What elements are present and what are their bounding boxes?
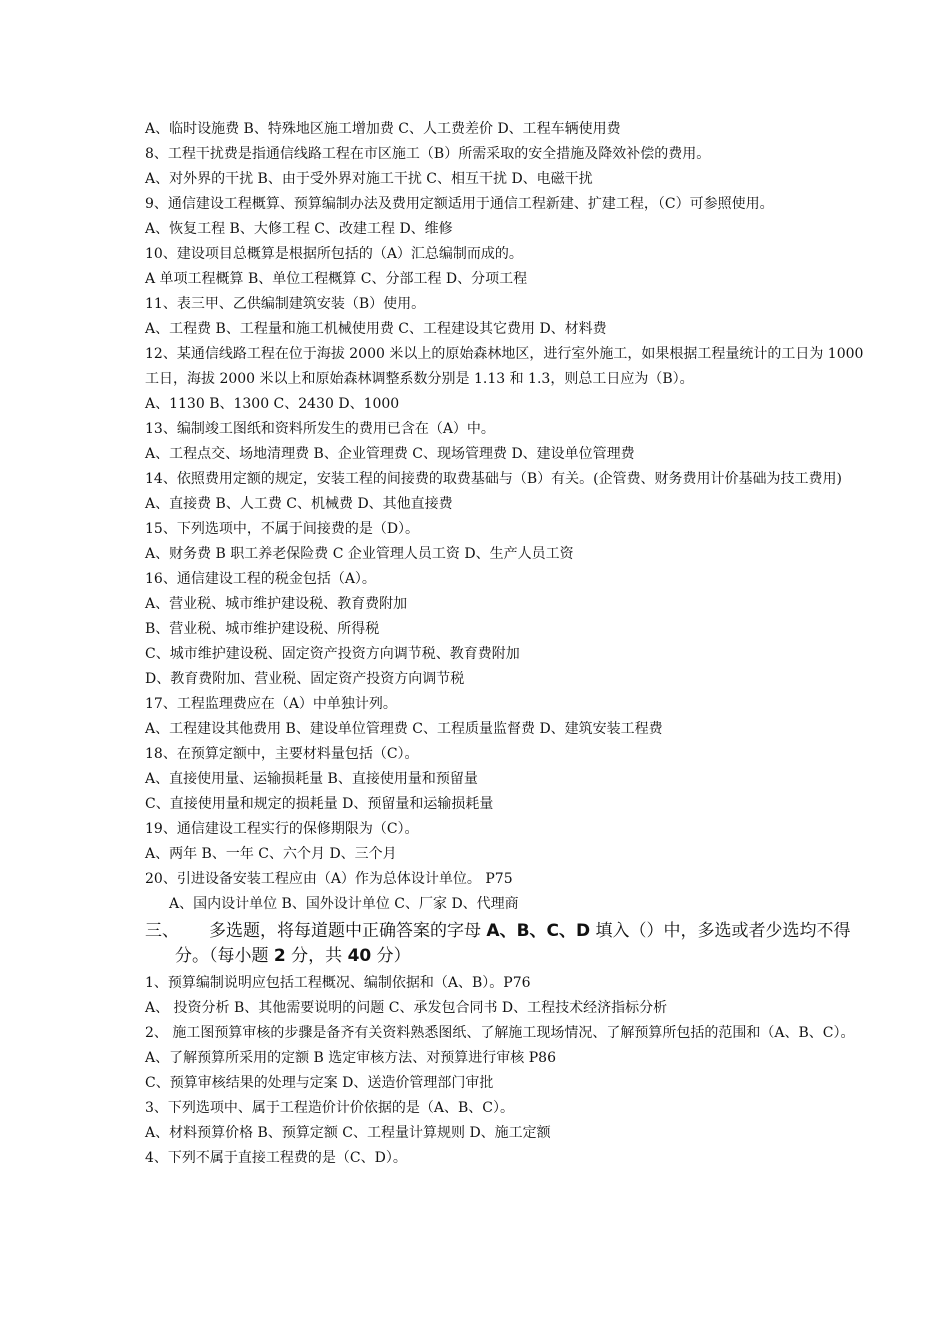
options-line: A、了解预算所采用的定额 B 选定审核方法、对预算进行审核 P86 [145, 1050, 556, 1066]
question-line: 9、通信建设工程概算、预算编制办法及费用定额适用于通信工程新建、扩建工程，（C）可参照使用。 [145, 196, 774, 212]
options-line: C、预算审核结果的处理与定案 D、送造价管理部门审批 [145, 1075, 494, 1091]
options-line: A、营业税、城市维护建设税、教育费附加 [145, 596, 408, 612]
question-paragraph: 14、依照费用定额的规定，安装工程的间接费的取费基础与（B）有关。(企管费、财务费用计价基础为技工费用) [145, 471, 843, 487]
options-line: A、财务费 B 职工养老保险费 C 企业管理人员工资 D、生产人员工资 [145, 546, 574, 562]
question-line: 10、建设项目总概算是根据所包括的（A）汇总编制而成的。 [145, 246, 523, 262]
section-text-part4: 分） [371, 946, 411, 966]
options-line: A 单项工程概算 B、单位工程概算 C、分部工程 D、分项工程 [145, 271, 528, 287]
question-line: 16、通信建设工程的税金包括（A）。 [145, 571, 376, 587]
document-page [145, 117, 870, 1171]
question-line: 20、引进设备安装工程应由（A）作为总体设计单位。 P75 [145, 871, 513, 887]
options-line: A、临时设施费 B、特殊地区施工增加费 C、人工费差价 D、工程车辆使用费 [145, 121, 621, 137]
section-score-total: 40 [347, 946, 372, 966]
question-line: 18、在预算定额中，主要材料量包括（C）。 [145, 746, 419, 762]
section-heading [145, 919, 870, 969]
options-line: A、直接费 B、人工费 C、机械费 D、其他直接费 [145, 496, 453, 512]
section-text-part1: 多选题，将每道题中正确答案的字母 [209, 921, 487, 941]
options-line: A、对外界的干扰 B、由于受外界对施工干扰 C、相互干扰 D、电磁干扰 [145, 171, 593, 187]
section-number: 三、 [145, 921, 179, 941]
options-line: A、直接使用量、运输损耗量 B、直接使用量和预留量 [145, 771, 478, 787]
options-line: A、材料预算价格 B、预算定额 C、工程量计算规则 D、施工定额 [145, 1125, 551, 1141]
question-line: 8、工程干扰费是指通信线路工程在市区施工（B）所需采取的安全措施及降效补偿的费用。 [145, 146, 711, 162]
options-line: A、工程建设其他费用 B、建设单位管理费 C、工程质量监督费 D、建筑安装工程费 [145, 721, 663, 737]
question-paragraph: 12、某通信线路工程在位于海拔 2000 米以上的原始森林地区，进行室外施工，如果根据工程量统计的工日为 1000 工日，海拔 2000 米以上和原始森林调整系数分别是 1.13 和 1.3，则总工日应为（B）。 [145, 346, 864, 387]
options-line: C、直接使用量和规定的损耗量 D、预留量和运输损耗量 [145, 796, 494, 812]
options-line: A、工程点交、场地清理费 B、企业管理费 C、现场管理费 D、建设单位管理费 [145, 446, 635, 462]
options-line: B、营业税、城市维护建设税、所得税 [145, 621, 380, 637]
options-line: A、1130 B、1300 C、2430 D、1000 [145, 396, 400, 412]
options-line: A、恢复工程 B、大修工程 C、改建工程 D、维修 [145, 221, 453, 237]
question-line: 19、通信建设工程实行的保修期限为（C）。 [145, 821, 419, 837]
question-line: 1、预算编制说明应包括工程概况、编制依据和（A、B）。P76 [145, 975, 531, 991]
section-score-each: 2 [273, 946, 286, 966]
question-line: 15、下列选项中，不属于间接费的是（D）。 [145, 521, 420, 537]
section-text-part3: 分，共 [285, 946, 348, 966]
options-line: A、两年 B、一年 C、六个月 D、三个月 [145, 846, 397, 862]
options-line: D、教育费附加、营业税、固定资产投资方向调节税 [145, 671, 465, 687]
question-line: 17、工程监理费应在（A）中单独计列。 [145, 696, 397, 712]
question-line: 11、表三甲、乙供编制建筑安装（B）使用。 [145, 296, 426, 312]
question-line: 3、下列选项中、属于工程造价计价依据的是（A、B、C）。 [145, 1100, 515, 1116]
options-line: A、国内设计单位 B、国外设计单位 C、厂家 D、代理商 [169, 896, 519, 912]
options-line: A、 投资分析 B、其他需要说明的问题 C、承发包合同书 D、工程技术经济指标分析 [145, 1000, 668, 1016]
options-line: A、工程费 B、工程量和施工机械使用费 C、工程建设其它费用 D、材料费 [145, 321, 607, 337]
question-paragraph: 2、 施工图预算审核的步骤是备齐有关资料熟悉图纸、了解施工现场情况、了解预算所包括的范围和（A、B、C）。 [145, 1025, 855, 1041]
section-text-part2: 填入（）中，多选或者少选均不得分。（每小题 [175, 921, 851, 966]
question-line: 4、下列不属于直接工程费的是（C、D）。 [145, 1150, 407, 1166]
question-line: 13、编制竣工图纸和资料所发生的费用已含在（A）中。 [145, 421, 495, 437]
section-letters: A、B、C、D [486, 921, 591, 941]
options-line: C、城市维护建设税、固定资产投资方向调节税、教育费附加 [145, 646, 520, 662]
